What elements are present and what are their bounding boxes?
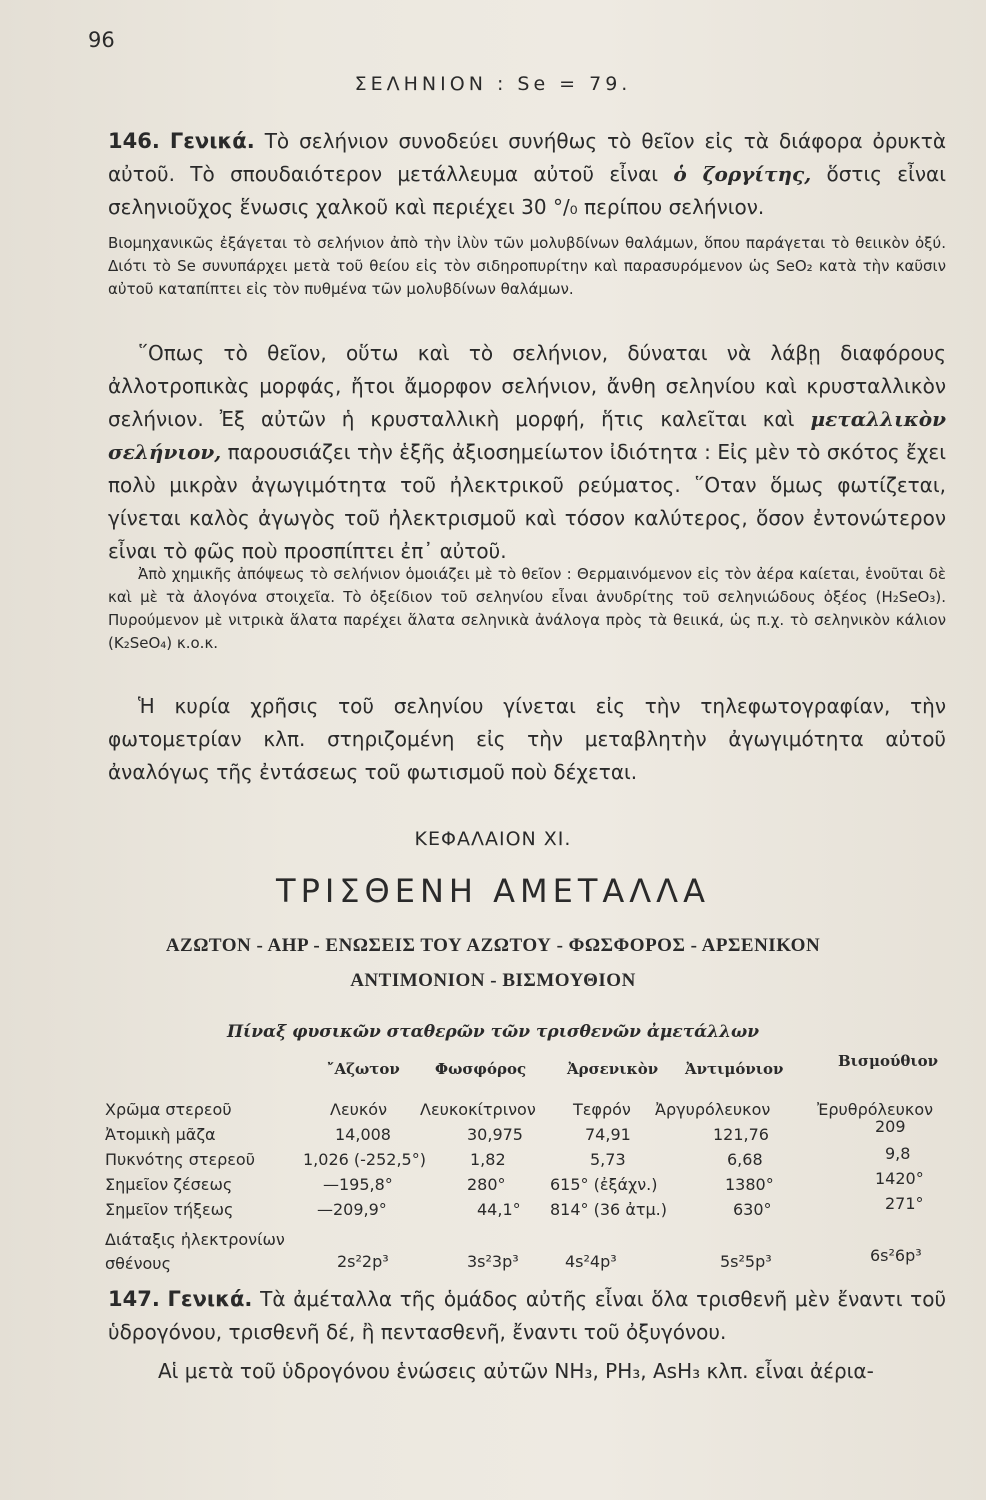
paragraph-146-allotropes xyxy=(108,337,946,568)
table-cell: 5,73 xyxy=(590,1150,626,1169)
table-cell: Ἐρυθρόλευκον xyxy=(817,1100,934,1119)
row-label: Σημεῖον τήξεως xyxy=(105,1200,234,1219)
table-cell: 3s²3p³ xyxy=(467,1252,519,1271)
table-cell: 209 xyxy=(875,1117,906,1136)
paragraph-text: ὅστις εἶναι σεληνιοῦχος ἕνωσις χαλκοῦ καὶ περιέχει 30 °/₀ περίπου σελήνιον. xyxy=(108,162,947,219)
table-cell: 1380° xyxy=(725,1175,774,1194)
paragraph-text: Τὰ ἀμέταλλα τῆς ὁμάδος αὐτῆς εἶναι ὅλα τρισθενῆ μὲν ἔναντι τοῦ ὑδρογόνου, τρισθενῆ δέ, ἢ πεντασθενῆ, ἔναντι τοῦ ὀξυγόνου. xyxy=(108,1287,947,1344)
chapter-subtitle-1: ΑΖΩΤΟΝ - ΑΗΡ - ΕΝΩΣΕΙΣ ΤΟΥ ΑΖΩΤΟΥ - ΦΩΣΦΟΡΟΣ - ΑΡΣΕΝΙΚΟΝ xyxy=(165,935,821,956)
small-print-note-2: Ἀπὸ χημικῆς ἀπόψεως τὸ σελήνιον ὁμοιάζει μὲ τὸ θεῖον : Θερμαινόμενον εἰς τὸν ἀέρα καίεται, ἑνοῦται δὲ καὶ μὲ τὰ ἀλογόνα στοιχεῖα. Τὸ ὀξείδιον τοῦ σεληνίου εἶναι ἀνυδρίτης τοῦ σεληνιώδους ὀξέος (H₂SeO₃). Πυρούμενον μὲ νιτρικὰ ἅλατα παρέχει ἅλατα σεληνικὰ ἀνάλογα πρὸς τὰ θειικά, ὡς π.χ. τὸ σεληνικὸν κάλιον (K₂SeO₄) κ.ο.κ. xyxy=(108,565,946,652)
paragraph-147-intro xyxy=(108,1283,946,1349)
table-cell: Λευκοκίτρινον xyxy=(420,1100,536,1119)
table-cell: 814° (36 ἀτμ.) xyxy=(550,1200,667,1219)
row-label: Σημεῖον ζέσεως xyxy=(105,1175,233,1194)
table-cell: 2s²2p³ xyxy=(337,1252,389,1271)
table-cell: 6,68 xyxy=(727,1150,763,1169)
table-cell: Λευκόν xyxy=(330,1100,388,1119)
running-header: ΣΕΛΗΝΙΟΝ : Se = 79. xyxy=(354,73,632,95)
table-cell: 14,008 xyxy=(335,1125,391,1144)
small-print-note-1: Βιομηχανικῶς ἐξάγεται τὸ σελήνιον ἀπὸ τὴν ἰλὺν τῶν μολυβδίνων θαλάμων, ὅπου παράγεται τὸ θειικὸν ὀξύ. Διότι τὸ Se συνυπάρχει μετὰ τοῦ θείου εἰς τὸν σιδηροπυρίτην καὶ παρασυρόμενον ὡς SeO₂ κατὰ τὴν καῦσιν αὐτοῦ καταπίπτει εἰς τὸν πυθμένα τῶν μολυβδίνων θαλάμων. xyxy=(108,234,946,298)
column-header: Ἀντιμόνιον xyxy=(685,1060,784,1078)
table-cell: 1,026 (-252,5°) xyxy=(303,1150,426,1169)
emphasis-term: μεταλλικὸν σελήνιον, xyxy=(108,407,947,464)
table-cell: 615° (ἐξάχν.) xyxy=(550,1175,658,1194)
table-cell: 1420° xyxy=(875,1169,924,1188)
column-header: ῎Αζωτον xyxy=(327,1060,400,1078)
page-number: 96 xyxy=(88,28,115,52)
section-number: 146. xyxy=(108,129,160,153)
paragraph-146-intro xyxy=(108,125,946,224)
table-cell: 630° xyxy=(733,1200,772,1219)
table-cell: 44,1° xyxy=(477,1200,521,1219)
chapter-subtitle-2: ΑΝΤΙΜΟΝΙΟΝ - ΒΙΣΜΟΥΘΙΟΝ xyxy=(350,970,636,991)
table-cell: 121,76 xyxy=(713,1125,769,1144)
table-cell: —209,9° xyxy=(317,1200,387,1219)
table-cell: 74,91 xyxy=(585,1125,631,1144)
table-title: Πίναξ φυσικῶν σταθερῶν τῶν τρισθενῶν ἀμετάλλων xyxy=(226,1022,760,1042)
row-label: Χρῶμα στερεοῦ xyxy=(105,1100,232,1119)
paragraph-text: Τὸ σελήνιον συνοδεύει συνήθως τὸ θεῖον εἰς τὰ διάφορα ὀρυκτὰ αὐτοῦ. Τὸ σπουδαιότερον μετάλλευμα αὐτοῦ εἶναι xyxy=(108,129,947,186)
table-cell: 30,975 xyxy=(467,1125,523,1144)
column-header: Ἀρσενικὸν xyxy=(567,1060,659,1078)
table-cell: Τεφρόν xyxy=(573,1100,631,1119)
table-cell: 5s²5p³ xyxy=(720,1252,772,1271)
row-label: Ἀτομικὴ μᾶζα xyxy=(105,1125,216,1144)
row-label: Διάταξις ἠλεκτρονίων σθένους xyxy=(105,1230,285,1273)
section-heading: Γενικά. xyxy=(167,1287,253,1311)
chapter-title: ΤΡΙΣΘΕΝΗ ΑΜΕΤΑΛΛΑ xyxy=(276,872,710,910)
table-cell: —195,8° xyxy=(323,1175,393,1194)
table-cell: Ἀργυρόλευκον xyxy=(655,1100,771,1119)
table-cell: 4s²4p³ xyxy=(565,1252,617,1271)
column-header: Βισμούθιον xyxy=(838,1052,939,1070)
paragraph-text: παρουσιάζει τὴν ἑξῆς ἀξιοσημείωτον ἰδιότητα : Εἰς μὲν τὸ σκότος ἔχει πολὺ μικρὰν ἀγωγιμότητα τοῦ ἠλεκτρικοῦ ρεύματος. ῞Οταν ὅμως φωτίζεται, γίνεται καλὸς ἀγωγὸς τοῦ ἠλεκτρισμοῦ καὶ τόσον καλύτερος, ὅσον ἐντονώτερον εἶναι τὸ φῶς ποὺ προσπίπτει ἐπ᾽ αὐτοῦ. xyxy=(108,440,946,563)
paragraph-146-uses: Ἡ κυρία χρῆσις τοῦ σεληνίου γίνεται εἰς τὴν τηλεφωτογραφίαν, τὴν φωτομετρίαν κλπ. στηριζομένη εἰς τὴν μεταβλητὴν ἀγωγιμότητα αὐτοῦ ἀναλόγως τῆς ἐντάσεως τοῦ φωτισμοῦ ποὺ δέχεται. xyxy=(108,694,946,784)
column-header: Φωσφόρος xyxy=(435,1060,527,1078)
paragraph-147-hydrides: Αἱ μετὰ τοῦ ὑδρογόνου ἑνώσεις αὐτῶν NH₃, PH₃, AsH₃ κλπ. εἶναι ἀέρια- xyxy=(158,1359,874,1383)
paragraph-text: ῞Οπως τὸ θεῖον, οὕτω καὶ τὸ σελήνιον, δύναται νὰ λάβῃ διαφόρους ἀλλοτροπικὰς μορφάς, ἤτοι ἄμορφον σελήνιον, ἄνθη σεληνίου καὶ κρυσταλλικὸν σελήνιον. Ἐξ αὐτῶν ἡ κρυσταλλικὴ μορφή, ἥτις καλεῖται καὶ xyxy=(108,341,946,431)
row-label: Πυκνότης στερεοῦ xyxy=(105,1150,255,1169)
table-cell: 1,82 xyxy=(470,1150,506,1169)
section-heading: Γενικά. xyxy=(169,129,255,153)
chapter-label: ΚΕΦΑΛΑΙΟΝ ΧΙ. xyxy=(414,828,572,850)
section-number: 147. xyxy=(108,1287,160,1311)
table-cell: 280° xyxy=(467,1175,506,1194)
emphasis-term: ὁ ζοργίτης, xyxy=(673,162,812,186)
table-cell: 271° xyxy=(885,1194,924,1213)
table-cell: 6s²6p³ xyxy=(870,1246,922,1265)
table-cell: 9,8 xyxy=(885,1144,911,1163)
